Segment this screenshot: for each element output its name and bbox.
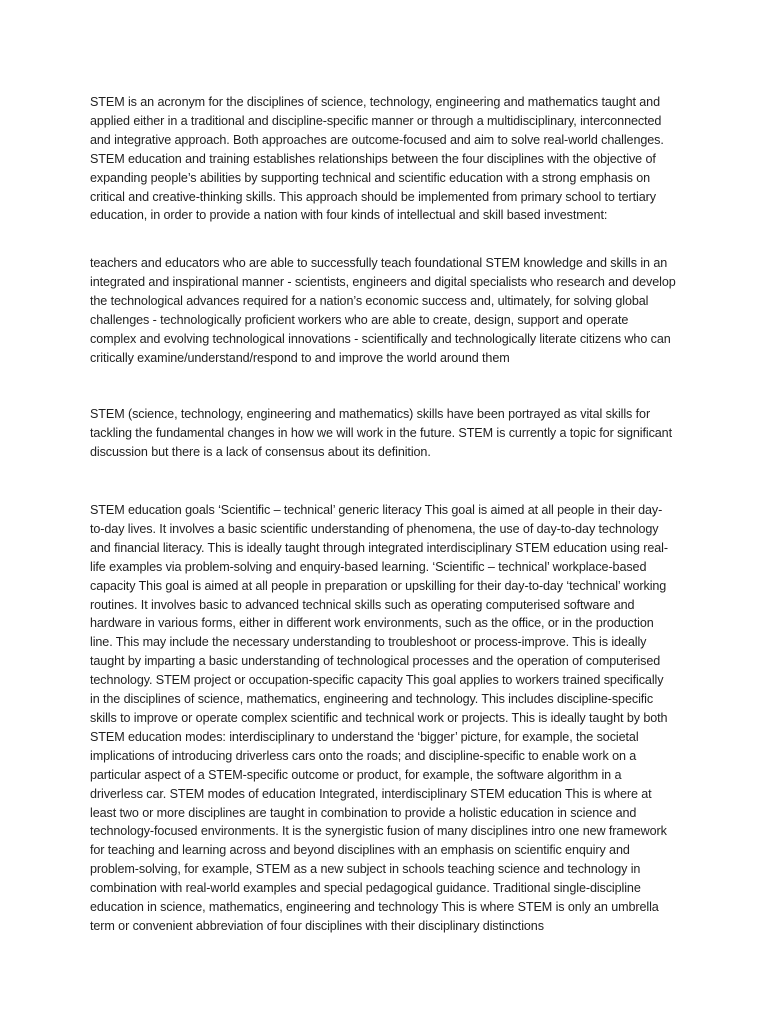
paragraph-stem-education-goals: STEM education goals ‘Scientific – technical’ generic literacy This goal is aimed at all people in their day-to-day lives. It involves a basic scientific understanding of phenomena, the use of day-to-day technology and financial literacy. This is ideally taught through integrated interdisciplinary STEM education using real-life examples via problem-solving and enquiry-based learning. ‘Scientific – technical’ workplace-based capacity This goal is aimed at all people in preparation or upskilling for their day-to-day ‘technical’ working routines. It involves basic to advanced technical skills such as operating computerised software and hardware in various forms, either in different work environments, such as the office, or in the production line. This may include the necessary understanding to troubleshoot or process-improve. This is ideally taught by imparting a basic understanding of technological processes and the operation of computerised technology. STEM project or occupation-specific capacity This goal applies to workers trained specifically in the disciplines of science, mathematics, engineering and technology. This includes discipline-specific skills to improve or operate complex scientific and technical work or projects. This is ideally taught by both STEM education modes: interdisciplinary to understand the ‘bigger’ picture, for example, the societal implications of introducing driverless cars onto the roads; and discipline-specific to enable work on a particular aspect of a STEM-specific outcome or product, for example, the software algorithm in a driverless car. STEM modes of education Integrated, interdisciplinary STEM education This is where at least two or more disciplines are taught in combination to provide a holistic education in science and technology-focused environments. It is the synergistic fusion of many disciplines intro one new framework for teaching and learning across and beyond disciplines with an emphasis on scientific enquiry and problem-solving, for example, STEM as a new subject in schools teaching science and technology in combination with real-world examples and special pedagogical guidance. Traditional single-discipline education in science, mathematics, engineering and technology This is where STEM is only an umbrella term or convenient abbreviation of four disciplines with their disciplinary distinctions [90, 503, 668, 933]
paragraph-stem-skills: STEM (science, technology, engineering and mathematics) skills have been portrayed as vital skills for tackling the fundamental changes in how we will work in the future. STEM is currently a topic for significant discussion but there is a lack of consensus about its definition. [90, 407, 672, 459]
paragraph-investment-kinds: teachers and educators who are able to successfully teach foundational STEM knowledge and skills in an integrated and inspirational manner - scientists, engineers and digital specialists who research and develop the technological advances required for a nation’s economic success and, ultimately, for solving global challenges - technologically proficient workers who are able to create, design, support and operate complex and evolving technological innovations - scientifically and technologically literate citizens who can critically examine/understand/respond to and improve the world around them [90, 256, 676, 365]
paragraph-stem-definition: STEM is an acronym for the disciplines of science, technology, engineering and mathematics taught and applied either in a traditional and discipline-specific manner or through a multidisciplinary, interconnected and integrative approach. Both approaches are outcome-focused and aim to solve real-world challenges. STEM education and training establishes relationships between the four disciplines with the objective of expanding people’s abilities by supporting technical and scientific education with a strong emphasis on critical and creative-thinking skills. This approach should be implemented from primary school to tertiary education, in order to provide a nation with four kinds of intellectual and skill based investment: [90, 95, 664, 223]
